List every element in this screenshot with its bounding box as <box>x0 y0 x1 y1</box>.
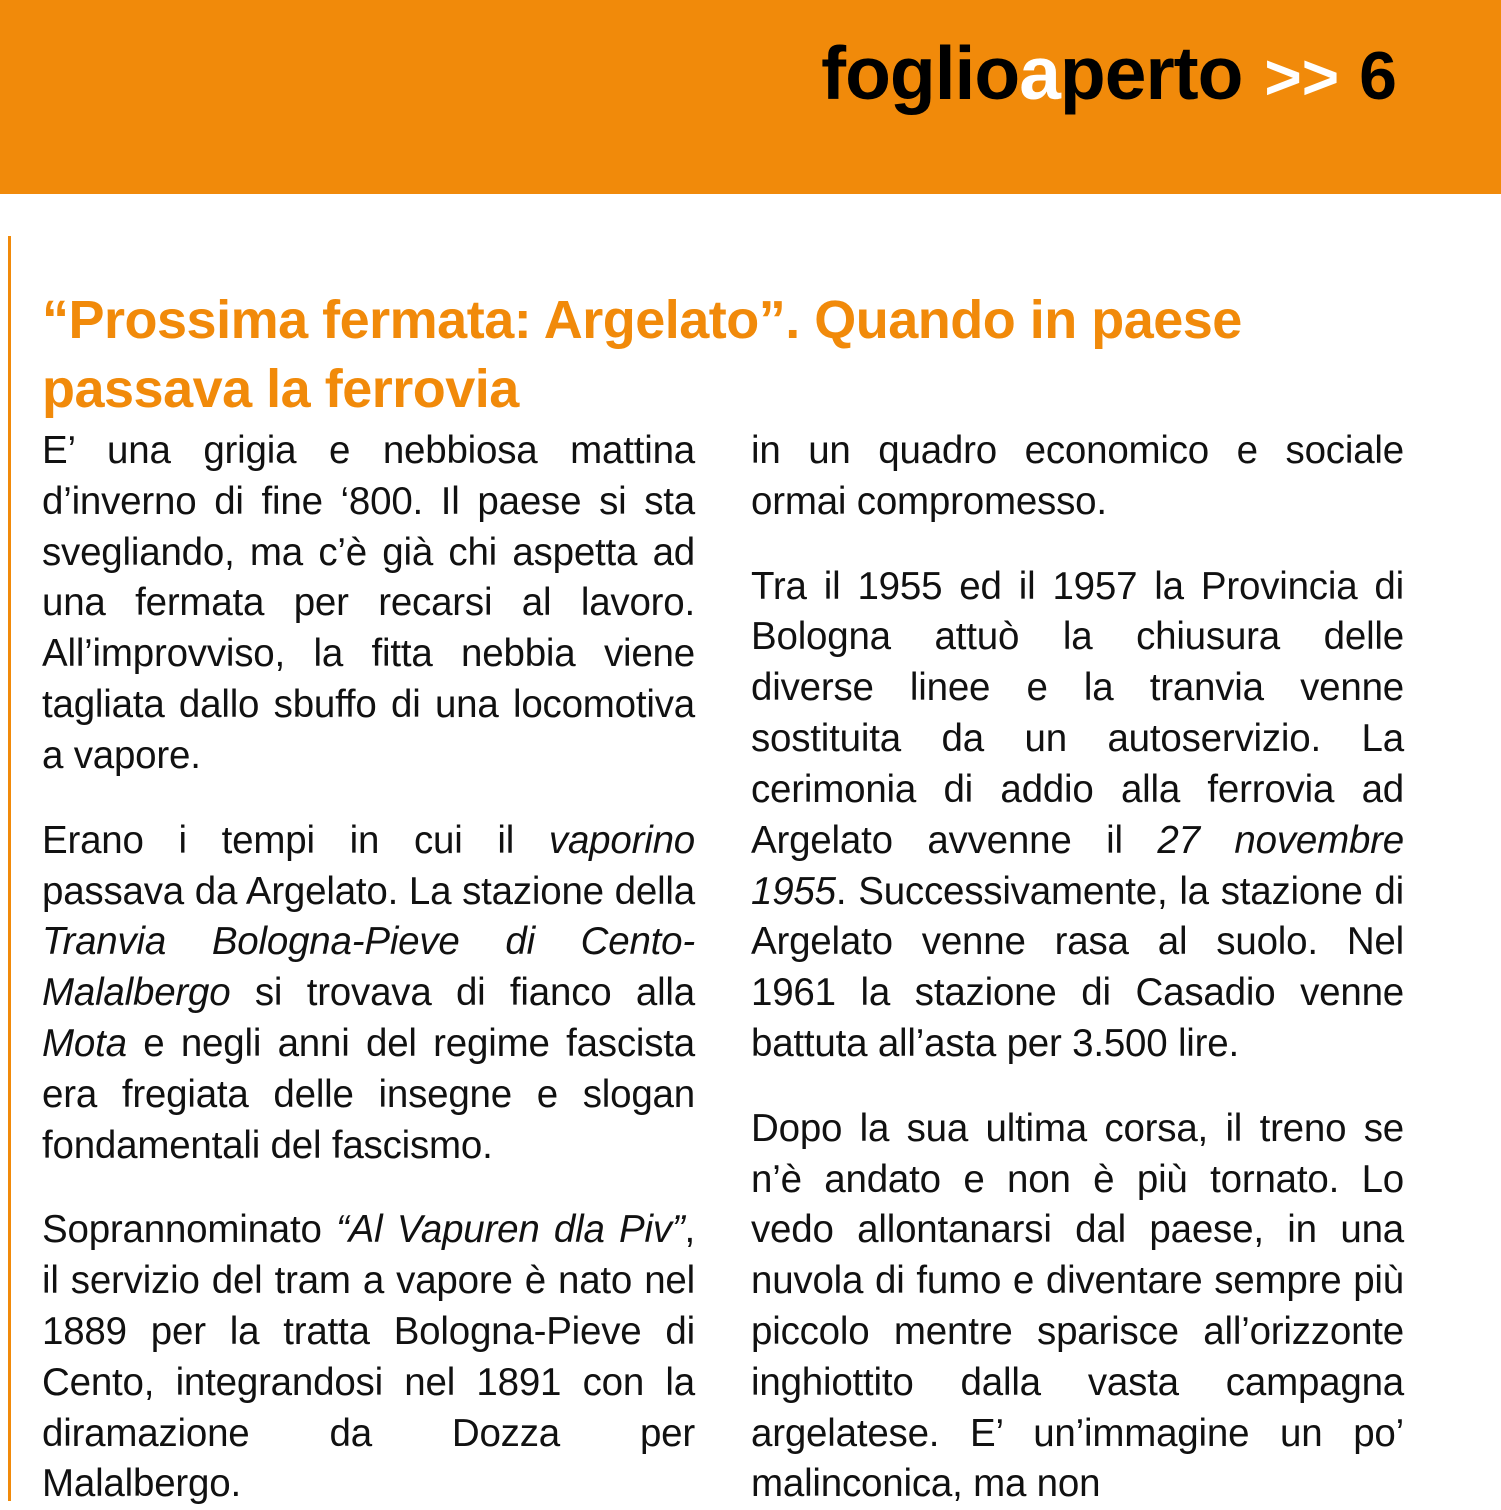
header-band <box>0 0 1501 194</box>
paragraph <box>42 816 695 1172</box>
text-run-italic: Tranvia Bologna-Pieve di Cento-Malalbergo <box>42 920 695 1015</box>
page-number: 6 <box>1359 38 1397 114</box>
text-run-italic: vaporino <box>548 818 695 862</box>
paragraph: E’ una grigia e nebbiosa mattina d’inverno di fine ‘800. Il paese si sta svegliando, ma c’è già chi aspetta ad una fermata per recarsi al lavoro. All’improvviso, la fitta nebbia viene tagliata dallo sbuffo di una locomotiva a vapore. <box>42 429 695 777</box>
paragraph <box>751 562 1404 1070</box>
accent-rule <box>8 236 11 1501</box>
text-run: . Successivamente, la stazione di Argelato venne rasa al suolo. Nel 1961 la stazione di Casadio venne battuta all’asta per 3.500 lire. <box>751 869 1404 1065</box>
paragraph <box>42 1205 695 1510</box>
masthead-title-part1: foglio <box>821 31 1020 115</box>
masthead-title-accent: a <box>1019 31 1060 115</box>
text-run-italic: Mota <box>42 1021 127 1065</box>
paragraph: in un quadro economico e sociale ormai compromesso. <box>751 429 1404 523</box>
text-run: passava da Argelato. La stazione della <box>42 869 695 913</box>
text-run: Erano i tempi in cui il <box>42 818 549 862</box>
text-run-italic: 27 novembre 1955 <box>751 818 1404 913</box>
column-right <box>751 426 1404 1510</box>
article-headline: “Prossima fermata: Argelato”. Quando in paese passava la ferrovia <box>42 290 1242 420</box>
masthead-title-part2: perto <box>1059 31 1243 115</box>
text-run: si trovava di fianco alla <box>230 971 695 1015</box>
masthead-title <box>821 31 1243 115</box>
text-run: Tra il 1955 ed il 1957 la Provincia di Bologna attuò la chiusura delle diverse linee e la tranvia venne sostituita da un autoservizio. La cerimonia di addio alla ferrovia ad Argelato avvenne il <box>751 564 1404 862</box>
text-run: , il servizio del tram a vapore è nato nel 1889 per la tratta Bologna-Pieve di Cento, integrandosi nel 1891 con la diramazione da Dozza per Malalbergo. <box>42 1208 695 1506</box>
text-run: e negli anni del regime fascista era fregiata delle insegne e slogan fondamentali del fascismo. <box>42 1021 695 1167</box>
article-body <box>0 194 1501 1506</box>
column-left <box>42 426 695 1510</box>
chevron-right-icon: >> <box>1264 41 1340 113</box>
text-run: Soprannominato <box>42 1208 337 1252</box>
paragraph: Dopo la sua ultima corsa, il treno se n’è andato e non è più tornato. Lo vedo allontanarsi dal paese, in una nuvola di fumo e diventare sempre più piccolo mentre sparisce all’orizzonte inghiottito dalla vasta campagna argelatese. E’ un’immagine un po’ malinconica, ma non <box>751 1106 1404 1506</box>
text-run-italic: “Al Vapuren dla Piv” <box>336 1208 685 1252</box>
masthead <box>821 31 1397 115</box>
article-columns <box>42 426 1404 1510</box>
